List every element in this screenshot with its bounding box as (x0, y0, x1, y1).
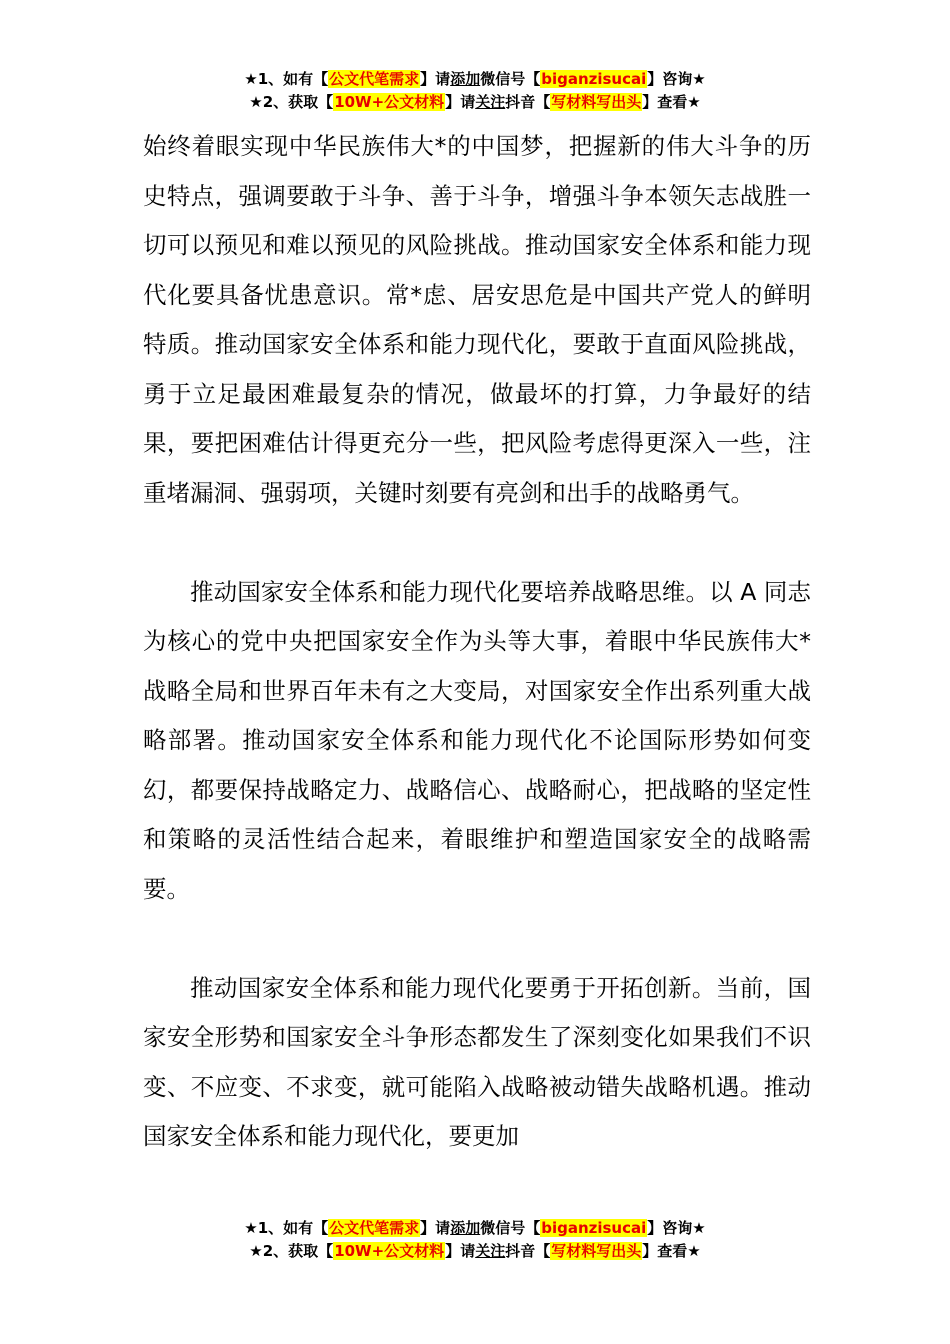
banner-text: 】请 (445, 93, 476, 111)
header-banner (0, 68, 950, 114)
banner-text: 抖音【 (505, 93, 551, 111)
banner-highlight: 10W+公文材料 (334, 93, 445, 111)
banner-line-1 (0, 1217, 950, 1240)
banner-underline: 添加 (450, 70, 481, 88)
banner-underline: 关注 (475, 1242, 506, 1260)
banner-highlight: 写材料写出头 (551, 1242, 642, 1260)
banner-text: 抖音【 (505, 1242, 551, 1260)
banner-highlight: 写材料写出头 (551, 93, 642, 111)
banner-text: ★1、如有【 (244, 70, 329, 88)
document-body (143, 122, 811, 1162)
banner-underline: 添加 (450, 1219, 481, 1237)
paragraph: 始终着眼实现中华民族伟大*的中国梦，把握新的伟大斗争的历史特点，强调要敢于斗争、善于斗争，增强斗争本领矢志战胜一切可以预见和难以预见的风险挑战。推动国家安全体系和能力现代化要具备忧患意识。常*虑、居安思危是中国共产党人的鲜明特质。推动国家安全体系和能力现代化，要敢于直面风险挑战，勇于立足最困难最复杂的情况，做最坏的打算，力争最好的结果，要把困难估计得更充分一些，把风险考虑得更深入一些，注重堵漏洞、强弱项，关键时刻要有亮剑和出手的战略勇气。 (143, 132, 811, 507)
paragraph: 推动国家安全体系和能力现代化要培养战略思维。以 A 同志为核心的党中央把国家安全作为头等大事，着眼中华民族伟大*战略全局和世界百年未有之大变局，对国家安全作出系列重大战略部署。推动国家安全体系和能力现代化不论国际形势如何变幻，都要保持战略定力、战略信心、战略耐心，把战略的坚定性和策略的灵活性结合起来，着眼维护和塑造国家安全的战略需要。 (143, 577, 811, 903)
banner-line-1 (0, 68, 950, 91)
banner-text: ★2、获取【 (249, 93, 334, 111)
banner-text: ★1、如有【 (244, 1219, 329, 1237)
banner-text: 】请 (445, 1242, 476, 1260)
banner-underline: 关注 (475, 93, 506, 111)
banner-text: 】咨询★ (647, 1219, 706, 1237)
banner-highlight: 10W+公文材料 (334, 1242, 445, 1260)
paragraph-gap (143, 518, 811, 568)
banner-text: 】请 (420, 70, 451, 88)
banner-text: ★2、获取【 (249, 1242, 334, 1260)
banner-text: 】查看★ (642, 93, 701, 111)
banner-text: 】查看★ (642, 1242, 701, 1260)
banner-highlight: biganzisucai (541, 70, 647, 88)
paragraph: 推动国家安全体系和能力现代化要勇于开拓创新。当前，国家安全形势和国家安全斗争形态都发生了深刻变化如果我们不识变、不应变、不求变，就可能陷入战略被动错失战略机遇。推动国家安全体系和能力现代化，要更加 (143, 973, 811, 1150)
banner-line-2 (0, 91, 950, 114)
banner-text: 】请 (420, 1219, 451, 1237)
banner-highlight: biganzisucai (541, 1219, 647, 1237)
banner-highlight: 公文代笔需求 (329, 70, 420, 88)
banner-text: 】咨询★ (647, 70, 706, 88)
banner-text: 微信号【 (480, 1219, 541, 1237)
footer-banner (0, 1217, 950, 1263)
banner-text: 微信号【 (480, 70, 541, 88)
paragraph-gap (143, 914, 811, 964)
banner-highlight: 公文代笔需求 (329, 1219, 420, 1237)
banner-line-2 (0, 1240, 950, 1263)
